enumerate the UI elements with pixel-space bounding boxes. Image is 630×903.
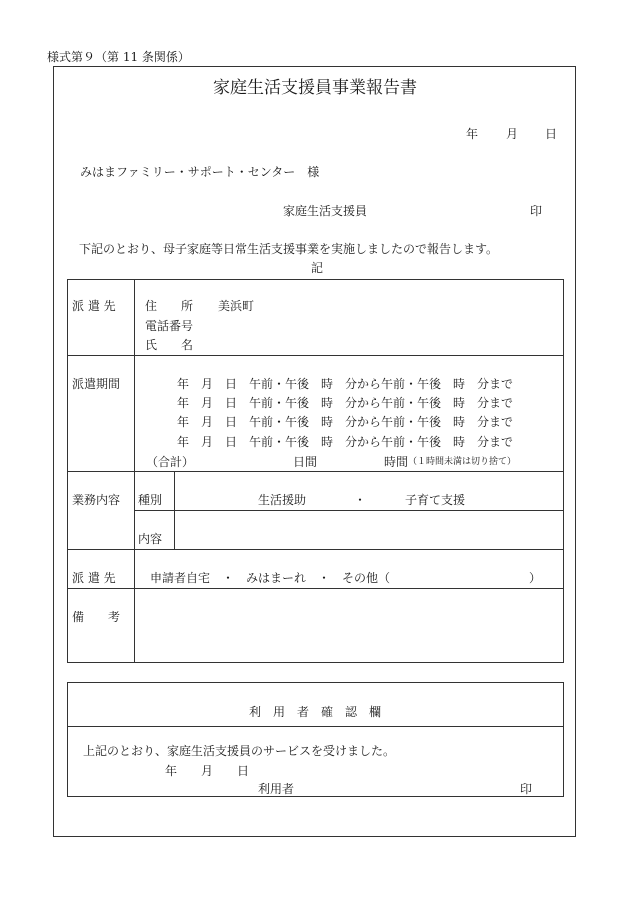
confirmation-box [67, 682, 564, 797]
name-label: 氏 名 [145, 338, 194, 352]
date-year: 年 [466, 127, 479, 141]
date-month: 月 [506, 127, 519, 141]
address-value: 美浜町 [218, 299, 255, 313]
row-line [67, 355, 564, 356]
date-day: 日 [545, 127, 558, 141]
confirmation-text: 上記のとおり、家庭生活支援員のサービスを受けました。 [83, 744, 396, 758]
period-row: 年 月 日 午前・午後 時 分から午前・午後 時 分まで [177, 435, 514, 449]
row-line [67, 471, 564, 472]
confirmation-date: 年 月 日 [165, 764, 250, 778]
content-label: 内容 [138, 532, 163, 546]
type-separator: ・ [354, 493, 367, 507]
business-label: 業務内容 [72, 493, 121, 507]
column-line [174, 471, 175, 549]
days-label: 日間 [293, 455, 318, 469]
dispatch-place-label: 派 遣 先 [72, 571, 116, 585]
row-line [134, 510, 564, 511]
address-label: 住 所 [145, 299, 194, 313]
page-title: 家庭生活支援員事業報告書 [213, 78, 417, 98]
supporter-seal: 印 [530, 204, 543, 218]
supporter-label: 家庭生活支援員 [283, 204, 368, 218]
user-seal: 印 [520, 782, 533, 796]
user-label: 利用者 [258, 782, 295, 796]
hours-note: （１時間未満は切り捨て） [408, 457, 517, 467]
period-row: 年 月 日 午前・午後 時 分から午前・午後 時 分まで [177, 415, 514, 429]
type-option-child: 子育て支援 [405, 493, 466, 507]
confirmation-line [67, 726, 564, 727]
period-row: 年 月 日 午前・午後 時 分から午前・午後 時 分まで [177, 377, 514, 391]
period-label: 派遣期間 [72, 377, 121, 391]
period-row: 年 月 日 午前・午後 時 分から午前・午後 時 分まで [177, 396, 514, 410]
form-number: 様式第９（第 11 条関係） [47, 50, 190, 64]
type-label: 種別 [138, 493, 163, 507]
row-line [67, 588, 564, 589]
dispatch-to-label: 派 遣 先 [72, 299, 116, 313]
dispatch-place-close: ） [529, 571, 542, 585]
total-label: （合計） [146, 455, 195, 469]
hours-label: 時間 [384, 455, 409, 469]
dispatch-place-options: 申請者自宅 ・ みはまーれ ・ その他（ [150, 571, 391, 585]
phone-label: 電話番号 [145, 319, 194, 333]
confirmation-header: 利 用 者 確 認 欄 [248, 705, 381, 719]
intro-text: 下記のとおり、母子家庭等日常生活支援事業を実施しましたので報告します。 [79, 242, 499, 256]
ki-label: 記 [311, 261, 324, 275]
addressee: みはまファミリー・サポート・センター 様 [80, 165, 320, 179]
row-line [67, 549, 564, 550]
type-option-life: 生活援助 [258, 493, 307, 507]
remarks-label: 備 考 [72, 610, 121, 624]
